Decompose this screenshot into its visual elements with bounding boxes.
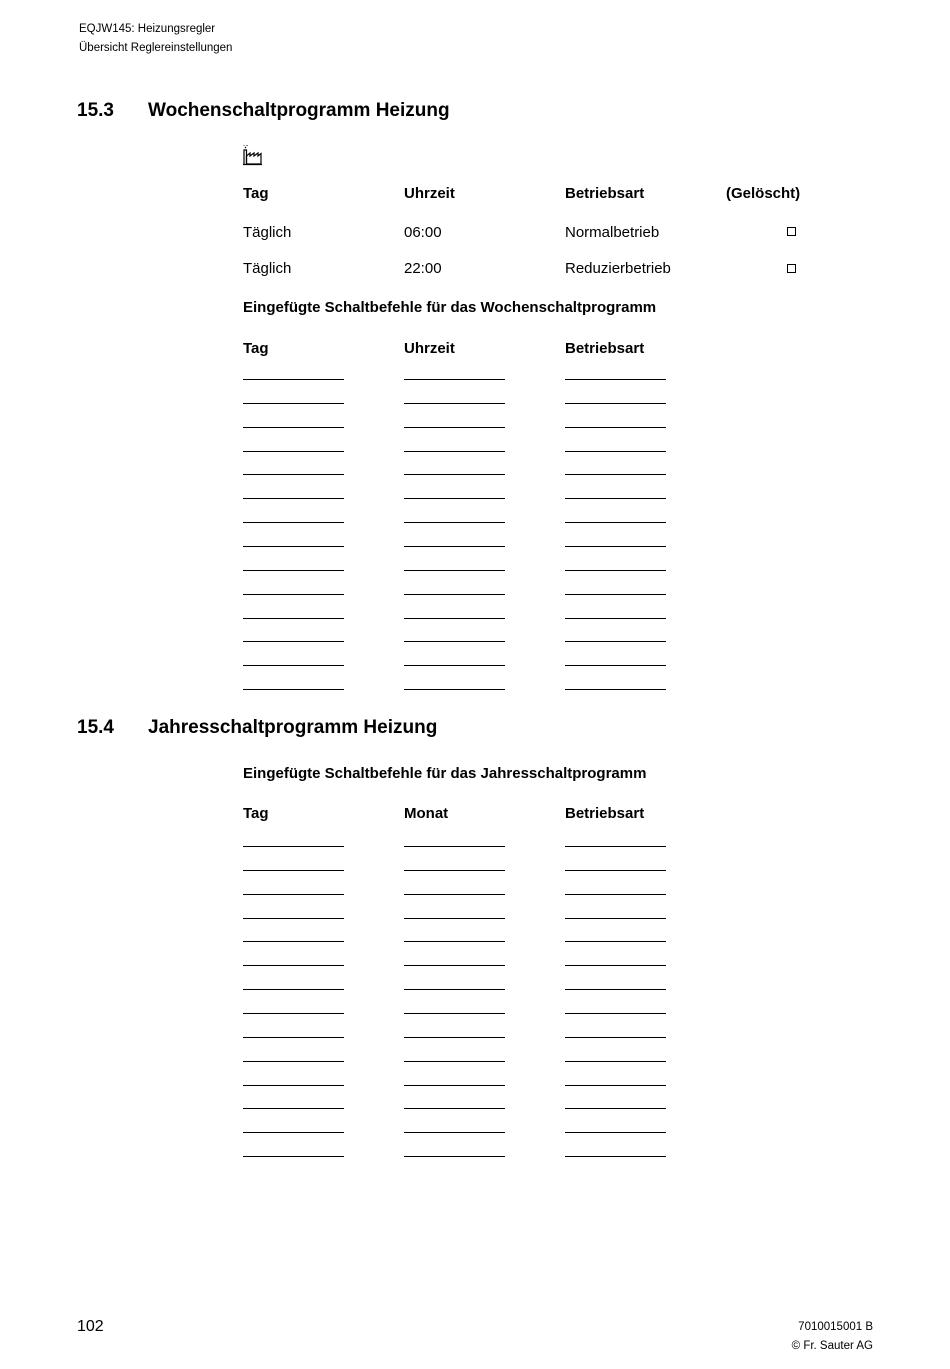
cell-betriebsart: Normalbetrieb	[565, 224, 660, 241]
blank-entry-line[interactable]	[565, 1061, 666, 1062]
blank-entry-line[interactable]	[404, 451, 505, 452]
blank-entry-line[interactable]	[404, 1132, 505, 1133]
blank-entry-line[interactable]	[404, 1108, 505, 1109]
blank-entry-line[interactable]	[243, 665, 344, 666]
factory-icon	[242, 144, 264, 166]
blank-entry-line[interactable]	[404, 641, 505, 642]
blank-entry-line[interactable]	[243, 941, 344, 942]
blank-entry-line[interactable]	[243, 989, 344, 990]
section-15-3-heading	[77, 100, 450, 122]
blank-entry-line[interactable]	[565, 1085, 666, 1086]
blank-entry-line[interactable]	[243, 618, 344, 619]
weekly-col-header-tag: Tag	[243, 340, 269, 357]
blank-entry-line[interactable]	[565, 522, 666, 523]
blank-entry-line[interactable]	[565, 474, 666, 475]
page-number: 102	[77, 1318, 104, 1335]
blank-entry-line[interactable]	[565, 1132, 666, 1133]
blank-entry-line[interactable]	[243, 594, 344, 595]
blank-entry-line[interactable]	[565, 498, 666, 499]
blank-entry-line[interactable]	[404, 403, 505, 404]
blank-entry-line[interactable]	[243, 870, 344, 871]
blank-entry-line[interactable]	[565, 451, 666, 452]
cell-uhrzeit: 22:00	[404, 260, 442, 277]
blank-entry-line[interactable]	[404, 1061, 505, 1062]
blank-entry-line[interactable]	[404, 846, 505, 847]
blank-entry-line[interactable]	[565, 641, 666, 642]
blank-entry-line[interactable]	[565, 894, 666, 895]
weekly-col-header-uhrzeit: Uhrzeit	[404, 340, 455, 357]
blank-entry-line[interactable]	[565, 1156, 666, 1157]
blank-entry-line[interactable]	[565, 846, 666, 847]
blank-entry-line[interactable]	[243, 474, 344, 475]
blank-entry-line[interactable]	[243, 1132, 344, 1133]
cell-tag: Täglich	[243, 224, 292, 241]
blank-entry-line[interactable]	[404, 546, 505, 547]
blank-entry-line[interactable]	[565, 665, 666, 666]
blank-entry-line[interactable]	[404, 618, 505, 619]
blank-entry-line[interactable]	[243, 427, 344, 428]
section-15-4-heading	[77, 717, 438, 739]
blank-entry-line[interactable]	[243, 1061, 344, 1062]
yearly-col-header-betriebsart: Betriebsart	[565, 805, 645, 822]
weekly-inserted-title: Eingefügte Schaltbefehle für das Wochenschaltprogramm	[243, 299, 657, 316]
blank-entry-line[interactable]	[243, 498, 344, 499]
copyright: © Fr. Sauter AG	[791, 1340, 873, 1352]
blank-entry-line[interactable]	[243, 1108, 344, 1109]
blank-entry-line[interactable]	[404, 941, 505, 942]
section-title: Jahresschaltprogramm Heizung	[148, 717, 438, 738]
blank-entry-line[interactable]	[565, 379, 666, 380]
blank-entry-line[interactable]	[404, 498, 505, 499]
blank-entry-line[interactable]	[565, 427, 666, 428]
blank-entry-line[interactable]	[404, 474, 505, 475]
blank-entry-line[interactable]	[565, 1108, 666, 1109]
blank-entry-line[interactable]	[243, 641, 344, 642]
weekly-col-header-betriebsart: Betriebsart	[565, 340, 645, 357]
blank-entry-line[interactable]	[404, 965, 505, 966]
yearly-inserted-title: Eingefügte Schaltbefehle für das Jahresschaltprogramm	[243, 765, 647, 782]
blank-entry-line[interactable]	[243, 1156, 344, 1157]
blank-entry-line[interactable]	[565, 546, 666, 547]
blank-entry-line[interactable]	[404, 665, 505, 666]
yearly-col-header-tag: Tag	[243, 805, 269, 822]
blank-entry-line[interactable]	[243, 546, 344, 547]
blank-entry-line[interactable]	[243, 522, 344, 523]
blank-entry-line[interactable]	[404, 918, 505, 919]
blank-entry-line[interactable]	[565, 689, 666, 690]
col-header-betriebsart: Betriebsart	[565, 185, 645, 202]
header-line-1: EQJW145: Heizungsregler	[79, 23, 216, 35]
blank-entry-line[interactable]	[565, 1037, 666, 1038]
doc-number: 7010015001 B	[798, 1321, 873, 1333]
blank-entry-line[interactable]	[404, 1085, 505, 1086]
blank-entry-line[interactable]	[565, 594, 666, 595]
blank-entry-line[interactable]	[243, 1037, 344, 1038]
geloescht-checkbox[interactable]	[787, 227, 796, 236]
blank-entry-line[interactable]	[565, 941, 666, 942]
blank-entry-line[interactable]	[565, 1013, 666, 1014]
blank-entry-line[interactable]	[243, 894, 344, 895]
section-title: Wochenschaltprogramm Heizung	[148, 100, 450, 121]
blank-entry-line[interactable]	[565, 989, 666, 990]
blank-entry-line[interactable]	[243, 451, 344, 452]
blank-entry-line[interactable]	[404, 989, 505, 990]
blank-entry-line[interactable]	[404, 870, 505, 871]
blank-entry-line[interactable]	[404, 379, 505, 380]
blank-entry-line[interactable]	[565, 403, 666, 404]
yearly-col-header-monat: Monat	[404, 805, 449, 822]
col-header-uhrzeit: Uhrzeit	[404, 185, 455, 202]
blank-entry-line[interactable]	[243, 846, 344, 847]
blank-entry-line[interactable]	[243, 379, 344, 380]
section-number: 15.3	[77, 100, 114, 121]
blank-entry-line[interactable]	[404, 689, 505, 690]
blank-entry-line[interactable]	[404, 594, 505, 595]
blank-entry-line[interactable]	[565, 918, 666, 919]
cell-betriebsart: Reduzierbetrieb	[565, 260, 671, 277]
cell-tag: Täglich	[243, 260, 292, 277]
blank-entry-line[interactable]	[243, 965, 344, 966]
blank-entry-line[interactable]	[404, 894, 505, 895]
blank-entry-line[interactable]	[565, 870, 666, 871]
blank-entry-line[interactable]	[404, 522, 505, 523]
blank-entry-line[interactable]	[404, 427, 505, 428]
blank-entry-line[interactable]	[243, 570, 344, 571]
blank-entry-line[interactable]	[243, 1085, 344, 1086]
section-number: 15.4	[77, 717, 114, 738]
header-line-2: Übersicht Reglereinstellungen	[79, 42, 233, 54]
blank-entry-line[interactable]	[404, 570, 505, 571]
col-header-geloescht: (Gelöscht)	[726, 185, 801, 202]
blank-entry-line[interactable]	[404, 1013, 505, 1014]
geloescht-checkbox[interactable]	[787, 264, 796, 273]
blank-entry-line[interactable]	[565, 618, 666, 619]
blank-entry-line[interactable]	[565, 570, 666, 571]
cell-uhrzeit: 06:00	[404, 224, 442, 241]
col-header-tag: Tag	[243, 185, 269, 202]
blank-entry-line[interactable]	[404, 1037, 505, 1038]
blank-entry-line[interactable]	[404, 1156, 505, 1157]
blank-entry-line[interactable]	[243, 403, 344, 404]
blank-entry-line[interactable]	[243, 689, 344, 690]
blank-entry-line[interactable]	[243, 918, 344, 919]
blank-entry-line[interactable]	[565, 965, 666, 966]
blank-entry-line[interactable]	[243, 1013, 344, 1014]
